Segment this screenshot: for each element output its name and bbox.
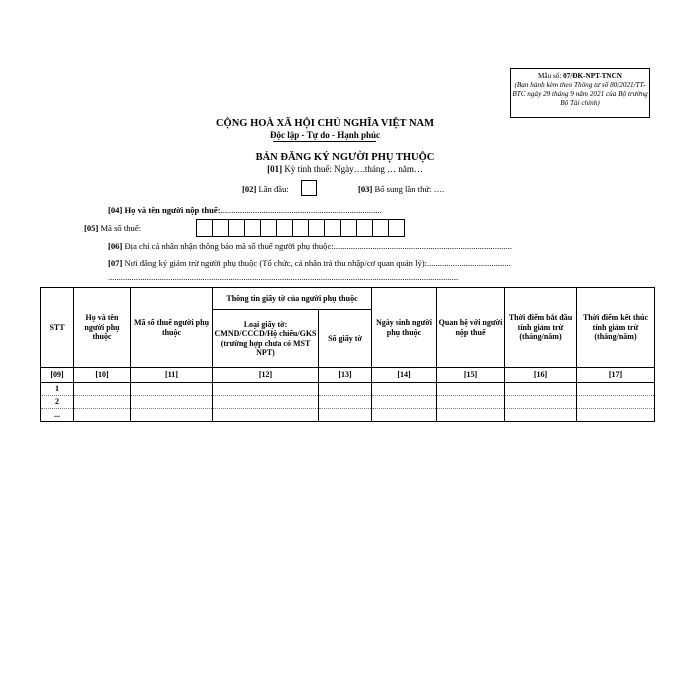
header-stt: STT	[41, 288, 74, 368]
notify-address-line	[108, 241, 512, 251]
form-code-box	[510, 68, 650, 118]
table-cell[interactable]	[131, 396, 213, 409]
column-number: [12]	[213, 368, 319, 383]
document-title: BẢN ĐĂNG KÝ NGƯỜI PHỤ THUỘC	[255, 152, 435, 163]
table-row	[41, 396, 655, 409]
tax-code-digit-box[interactable]	[228, 219, 245, 237]
column-number-row	[41, 368, 655, 383]
header-relationship: Quan hệ với người nộp thuế	[437, 288, 505, 368]
supplement-label: Bổ sung lần thứ: ….	[372, 184, 445, 194]
header-id-number: Số giấy tờ	[319, 310, 372, 368]
column-number: [13]	[319, 368, 372, 383]
table-cell[interactable]	[74, 383, 131, 396]
table-cell[interactable]	[372, 396, 437, 409]
table-row	[41, 383, 655, 396]
taxpayer-name-label: [04] Họ và tên người nộp thuế:	[108, 205, 221, 215]
supplement-line	[358, 184, 444, 194]
table-cell[interactable]	[131, 383, 213, 396]
notify-address-code: [06]	[108, 241, 123, 251]
deduction-place-line	[108, 258, 511, 268]
tax-code-digit-box[interactable]	[372, 219, 389, 237]
table-cell[interactable]	[213, 383, 319, 396]
table-cell[interactable]	[74, 396, 131, 409]
tax-period-code: [01]	[267, 164, 283, 174]
tax-code-code: [05]	[84, 223, 99, 233]
tax-code-digit-box[interactable]	[340, 219, 357, 237]
table-cell[interactable]	[437, 396, 505, 409]
notify-address-field[interactable]: ...................................................................................	[333, 241, 513, 251]
table-row	[41, 409, 655, 422]
motto-underline	[273, 141, 376, 142]
header-id-info-group: Thông tin giấy tờ của người phụ thuộc	[213, 288, 372, 310]
header-deduction-start: Thời điểm bắt đầu tính giảm trừ (tháng/năm)	[505, 288, 577, 368]
taxpayer-name-line	[108, 205, 382, 215]
first-time-label: Lần đầu:	[256, 184, 289, 194]
table-cell[interactable]	[437, 383, 505, 396]
header-date-of-birth: Ngày sinh người phụ thuộc	[372, 288, 437, 368]
table-cell[interactable]	[213, 396, 319, 409]
table-cell[interactable]	[505, 396, 577, 409]
column-number: [17]	[577, 368, 655, 383]
tax-code-digit-box[interactable]	[356, 219, 373, 237]
table-cell[interactable]	[131, 409, 213, 422]
first-time-code: [02]	[242, 184, 257, 194]
table-cell[interactable]	[437, 409, 505, 422]
deduction-place-field[interactable]: .......................................	[427, 258, 511, 268]
supplement-code: [03]	[358, 184, 373, 194]
form-code: 07/ĐK-NPT-TNCN	[563, 72, 622, 80]
table-cell[interactable]	[319, 383, 372, 396]
tax-code-digit-box[interactable]	[276, 219, 293, 237]
table-cell[interactable]	[577, 409, 655, 422]
national-motto: Độc lập - Tự do - Hạnh phúc	[269, 130, 380, 140]
table-cell[interactable]	[213, 409, 319, 422]
tax-code-line	[84, 223, 141, 233]
dependents-table	[40, 287, 655, 422]
table-cell[interactable]	[577, 396, 655, 409]
notify-address-label: Địa chỉ cá nhân nhận thông báo mã số thuế người phụ thuộc:	[122, 241, 334, 251]
tax-period-text: Kỳ tính thuế: Ngày….tháng … năm…	[282, 164, 423, 174]
header-deduction-end: Thời điểm kết thúc tính giảm trừ (tháng/năm)	[577, 288, 655, 368]
column-number: [14]	[372, 368, 437, 383]
deduction-place-continuation[interactable]: ...................................................................................................................................................................	[108, 272, 459, 282]
tax-code-digit-box[interactable]	[308, 219, 325, 237]
column-number: [15]	[437, 368, 505, 383]
tax-code-label: Mã số thuế:	[98, 223, 142, 233]
tax-code-digit-box[interactable]	[324, 219, 341, 237]
table-cell[interactable]	[74, 409, 131, 422]
form-issuance-note: (Ban hành kèm theo Thông tư số 80/2021/TT-BTC ngày 29 tháng 9 năm 2021 của Bộ trưởng Bộ Tài chính)	[512, 81, 648, 107]
country-heading: CỘNG HOÀ XÃ HỘI CHỦ NGHĨA VIỆT NAM	[215, 118, 435, 129]
tax-period-line	[200, 164, 490, 174]
table-cell[interactable]	[319, 396, 372, 409]
column-number: [09]	[41, 368, 74, 383]
deduction-place-label: Nơi đăng ký giảm trừ người phụ thuộc (Tổ chức, cá nhân trả thu nhập/cơ quan quản lý):	[122, 258, 428, 268]
table-cell[interactable]	[319, 409, 372, 422]
header-id-type: Loại giấy tờ: CMND/CCCD/Hộ chiếu/GKS (trường hợp chưa có MST NPT)	[213, 310, 319, 368]
table-cell[interactable]	[505, 409, 577, 422]
first-time-line	[242, 184, 289, 194]
header-dependent-name: Họ và tên người phụ thuộc	[74, 288, 131, 368]
column-number: [11]	[131, 368, 213, 383]
table-cell[interactable]	[372, 383, 437, 396]
table-cell[interactable]	[577, 383, 655, 396]
tax-code-digit-box[interactable]	[292, 219, 309, 237]
tax-code-digit-box[interactable]	[244, 219, 261, 237]
row-stt: 1	[41, 383, 74, 396]
taxpayer-name-field[interactable]: ...........................................................................	[220, 205, 382, 215]
table-cell[interactable]	[505, 383, 577, 396]
tax-code-digit-box[interactable]	[212, 219, 229, 237]
tax-code-digit-box[interactable]	[196, 219, 213, 237]
form-code-label: Mẫu số:	[538, 72, 564, 80]
row-stt: 2	[41, 396, 74, 409]
tax-code-digit-box[interactable]	[260, 219, 277, 237]
tax-code-digit-box[interactable]	[388, 219, 405, 237]
table-cell[interactable]	[372, 409, 437, 422]
first-time-checkbox[interactable]	[301, 180, 317, 196]
row-stt: ...	[41, 409, 74, 422]
column-number: [10]	[74, 368, 131, 383]
tax-code-input-boxes[interactable]	[196, 219, 404, 237]
header-dependent-tax-code: Mã số thuế người phụ thuộc	[131, 288, 213, 368]
column-number: [16]	[505, 368, 577, 383]
deduction-place-code: [07]	[108, 258, 123, 268]
